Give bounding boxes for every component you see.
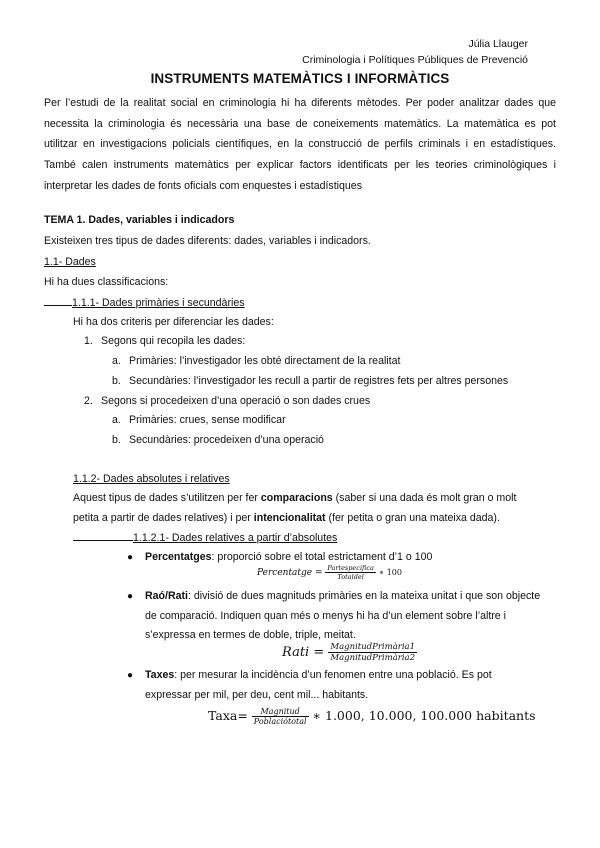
intro-paragraph: Per l’estudi de la realitat social en criminologia hi ha diferents mètodes. Per poder analitzar dades que necessita la criminologia és necessària una base de coneixements matemàtics. La matemàtica es pot utilitzar en investigacions policials científiques, en la construcció de perfils criminals i en estadístiques. També calen instruments matemàtics per explicar factors identificats per les teories criminològiques i interpretar les dades de fonts oficials com enquestes i estadístiques [44, 97, 556, 192]
formula-taxa: Taxa= $\frac{\text{Magnitud}}{\text{Poblaciótotal}}$ ∗ 1.000, 10.000, 100.000 habitants [208, 707, 536, 726]
bullet-rati-line3: s’expressa en termes de doble, triple, meitat. [145, 629, 356, 641]
section-1-1-2-heading: 1.1.2- Dades absolutes i relatives [73, 473, 230, 485]
bullet-percentatges: Percentatges: proporció sobre el total estrictament d’1 o 100 [145, 551, 433, 563]
section-1-1-2-line1: Aquest tipus de dades s’utilitzen per fer comparacions (saber si una dada és molt gran o molt [73, 492, 517, 504]
formula-rati: Rati = $\frac{\text{MagnitudPrimària1}}{\text{MagnitudPrimària2}}$ [282, 642, 416, 663]
tema1-heading: TEMA 1. Dades, variables i indicadors [44, 214, 235, 226]
keyword-intencionalitat: intencionalitat [253, 512, 326, 524]
sublist-text: Secundàries: procedeixen d’una operació [129, 434, 324, 446]
sublist-letter: a. [112, 414, 121, 426]
section-1-1-heading: 1.1- Dades [44, 256, 96, 268]
sublist-letter: a. [112, 355, 121, 367]
bullet-dot: ● [127, 591, 134, 602]
sublist-letter: b. [112, 434, 121, 446]
keyword-comparacions: comparacions [260, 492, 333, 504]
list-item-number: 1. [84, 335, 93, 347]
sublist-text: Primàries: crues, sense modificar [129, 414, 286, 426]
sublist-letter: b. [112, 375, 121, 387]
tema1-intro: Existeixen tres tipus de dades diferents: dades, variables i indicadors. [44, 235, 371, 247]
bullet-rati-line1: Raó/Rati: divisió de dues magnituds primàries en la mateixa unitat i que son objecte [145, 590, 541, 602]
sublist-text: Secundàries: l’investigador les recull a partir de registres fets per altres persones [129, 375, 509, 387]
list-item-number: 2. [84, 395, 93, 407]
section-1-1-1-label: 1.1.1- Dades primàries i secundàries [72, 297, 245, 309]
bullet-dot: ● [127, 670, 134, 681]
section-1-1-1-heading [44, 296, 245, 309]
formula-percentatge: Percentatge = $\frac{\text{Partespecífica}}{\text{Totaldel}}$ ∗ 100 [257, 564, 402, 581]
header-author: Júlia Llauger [468, 38, 528, 50]
bullet-taxes-line1: Taxes: per mesurar la incidència d’un fenomen entre una població. Es pot [145, 669, 492, 681]
section-1-1-1-text: Hi ha dos criteris per diferenciar les dades: [73, 316, 274, 328]
section-1-1-2-line2: petita a partir de dades relatives) i per intencionalitat (fer petita o gran una mateixa dada). [73, 512, 500, 524]
list-item-text: Segons si procedeixen d’una operació o son dades crues [101, 395, 371, 407]
bullet-taxes-line2: expressar per mil, per deu, cent mil... habitants. [145, 689, 369, 701]
list-item-text: Segons qui recopila les dades: [101, 335, 246, 347]
sublist-text: Primàries: l’investigador les obté directament de la realitat [129, 355, 401, 367]
header-course: Criminologia i Polítiques Públiques de Prevenció [302, 54, 528, 66]
section-1-1-2-1-label: 1.1.2.1- Dades relatives a partir d’absolutes [133, 532, 338, 544]
section-1-1-2-1-heading [73, 531, 337, 544]
bullet-rati-line2: de comparació. Indiquen quan més o menys hi ha d’un element sobre l’altre i [145, 610, 506, 622]
bullet-dot: ● [127, 552, 134, 563]
section-1-1-text: Hi ha dues classificacions: [44, 276, 169, 288]
document-title: INSTRUMENTS MATEMÀTICS I INFORMÀTICS [150, 71, 450, 86]
